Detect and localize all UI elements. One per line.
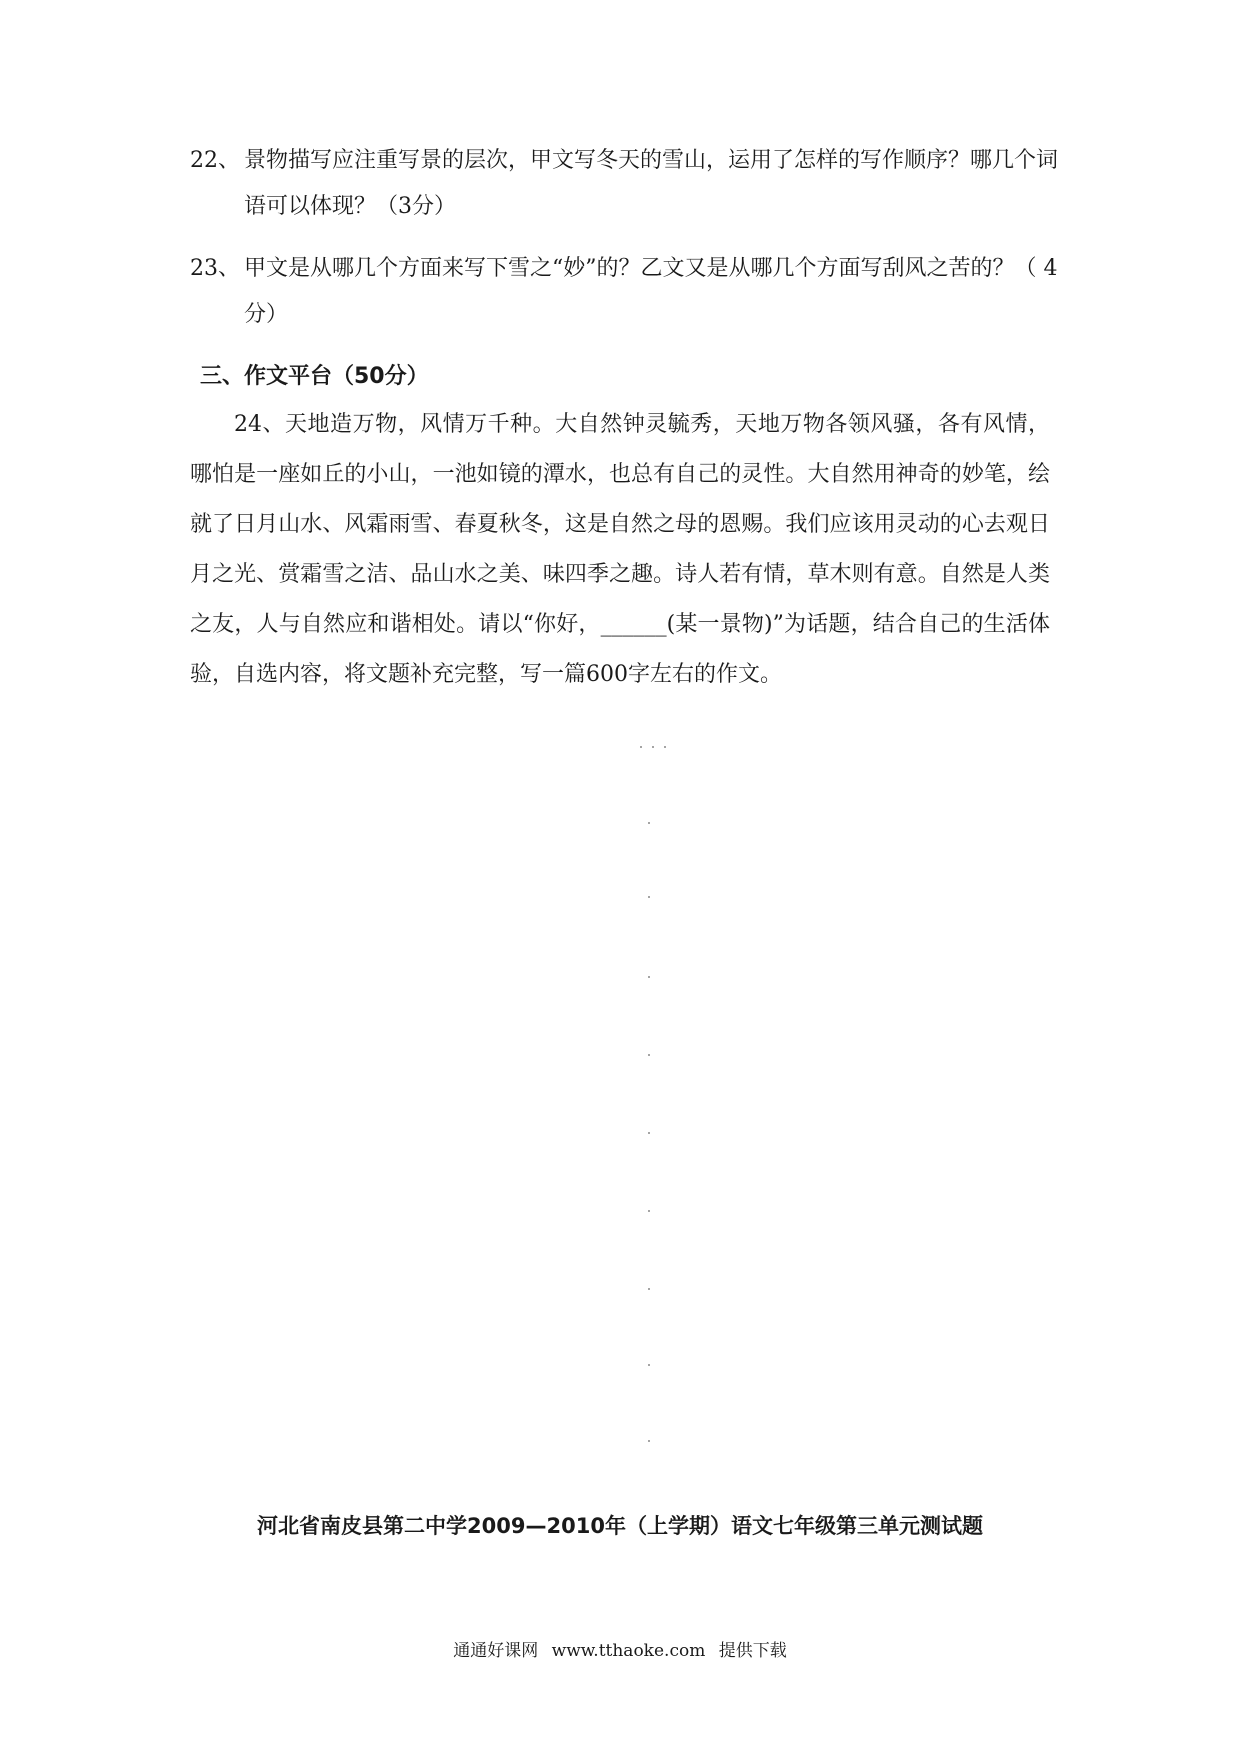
- scan-dot: [648, 1364, 650, 1366]
- exam-title: 河北省南皮县第二中学2009—2010年（上学期）语文七年级第三单元测试题: [257, 1514, 983, 1538]
- scan-dot: [648, 976, 650, 978]
- site-action: 提供下载: [718, 1641, 787, 1661]
- question-text: [240, 138, 1060, 230]
- question-text: [240, 246, 1060, 338]
- scan-dot: [664, 746, 666, 748]
- scan-dot: [648, 1054, 650, 1056]
- scan-dot: [652, 746, 654, 748]
- scan-dot: [648, 1132, 650, 1134]
- scan-dot: [648, 822, 650, 824]
- site-name: 通通好课网: [453, 1641, 539, 1661]
- scan-dot: [648, 1288, 650, 1290]
- essay-prompt: 24、天地造万物，风情万千种。大自然钟灵毓秀，天地万物各领风骚，各有风情，哪怕是一座如丘的小山，一池如镜的潭水，也总有自己的灵性。大自然用神奇的妙笔，绘就了日月山水、风霜雨雪、春夏秋冬，这是自然之母的恩赐。我们应该用灵动的心去观日月之光、赏霜雪之洁、品山水之美、味四季之趣。诗人若有情，草木则有意。自然是人类之友，人与自然应和谐相处。请以“你好，______(某一景物)”为话题，结合自己的生活体验，自选内容，将文题补充完整，写一篇600字左右的作文。: [190, 412, 1050, 687]
- question-line: 景物描写应注重写景的层次，甲文写冬天的雪山，运用了怎样的写作顺序？哪几个词: [244, 148, 1059, 173]
- question-22: [190, 138, 1060, 230]
- question-line: 分）: [244, 302, 289, 327]
- scan-dot: [648, 896, 650, 898]
- site-url: www.tthaoke.com: [551, 1641, 706, 1661]
- section-title: 三、作文平台（50分）: [200, 364, 429, 389]
- download-credit: [0, 1636, 1240, 1661]
- question-line: 甲文是从哪几个方面来写下雪之“妙”的？乙文又是从哪几个方面写刮风之苦的？（ 4: [244, 256, 1058, 281]
- question-number: 23、: [190, 256, 240, 281]
- question-line: 语可以体现？（3分）: [244, 194, 456, 219]
- question-number: 22、: [190, 148, 240, 173]
- scan-dot: [640, 746, 642, 748]
- scan-dot: [648, 1210, 650, 1212]
- question-23: [190, 246, 1060, 338]
- scan-dot: [648, 1440, 650, 1442]
